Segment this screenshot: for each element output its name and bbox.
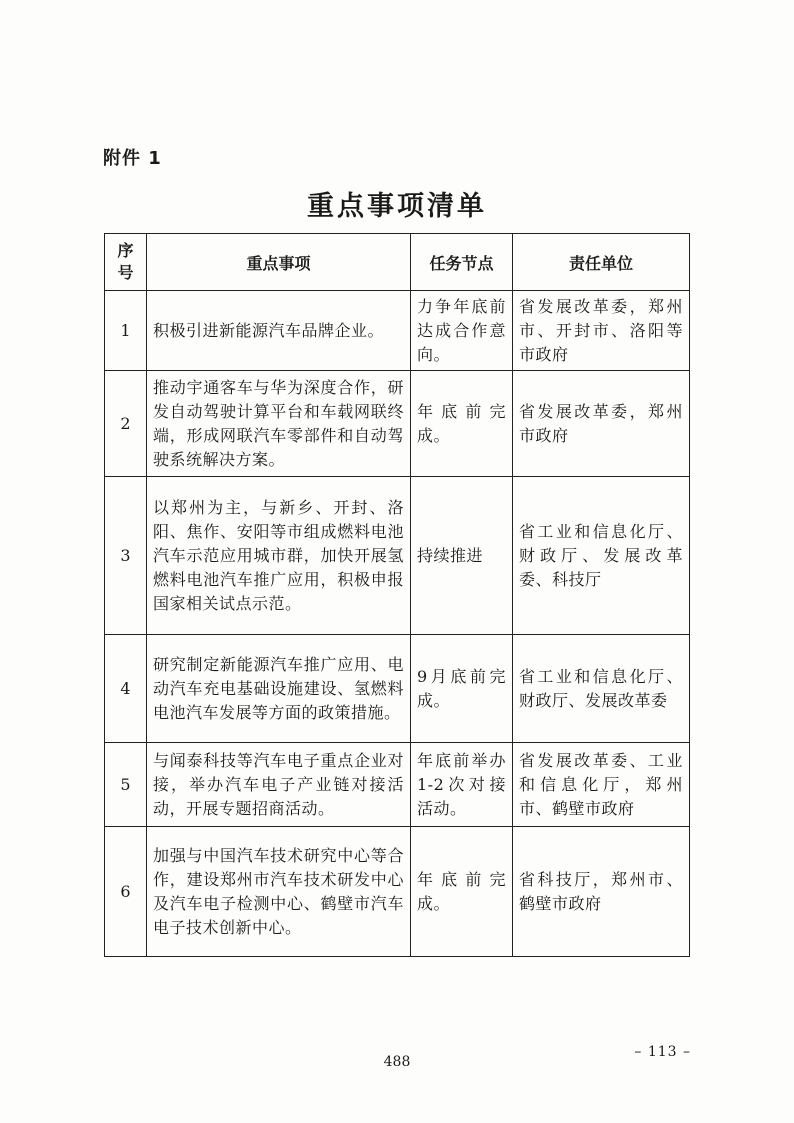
row-unit: 省科技厅，郑州市、鹤壁市政府 xyxy=(513,827,690,957)
header-seq-label: 序号 xyxy=(117,241,134,282)
header-node: 任务节点 xyxy=(411,234,513,291)
row-seq: 2 xyxy=(105,371,147,477)
row-item: 加强与中国汽车技术研究中心等合作，建设郑州市汽车技术研发中心及汽车电子检测中心、鹤壁市汽车电子技术创新中心。 xyxy=(147,827,411,957)
row-seq: 5 xyxy=(105,743,147,827)
attachment-label: 附件 1 xyxy=(103,148,162,169)
page-number-right: – 113 – xyxy=(634,1044,691,1060)
row-item: 积极引进新能源汽车品牌企业。 xyxy=(147,291,411,371)
row-seq: 4 xyxy=(105,635,147,743)
page-number-center: 488 xyxy=(383,1054,411,1070)
row-node: 年底前完成。 xyxy=(411,827,513,957)
header-seq xyxy=(105,234,147,291)
table-header-row xyxy=(105,234,690,291)
row-node: 9月底前完成。 xyxy=(411,635,513,743)
row-unit: 省工业和信息化厅、财政厅、发展改革委 xyxy=(513,635,690,743)
row-seq: 6 xyxy=(105,827,147,957)
key-items-table xyxy=(104,233,690,957)
table-row xyxy=(105,635,690,743)
row-seq: 1 xyxy=(105,291,147,371)
row-unit: 省发展改革委、工业和信息化厅，郑州市、鹤壁市政府 xyxy=(513,743,690,827)
header-item: 重点事项 xyxy=(147,234,411,291)
document-title: 重点事项清单 xyxy=(307,191,487,222)
row-node: 年底前举办1-2次对接活动。 xyxy=(411,743,513,827)
row-item: 推动宇通客车与华为深度合作，研发自动驾驶计算平台和车载网联终端，形成网联汽车零部件和自动驾驶系统解决方案。 xyxy=(147,371,411,477)
table-row xyxy=(105,743,690,827)
table-row xyxy=(105,827,690,957)
row-unit: 省工业和信息化厅、财政厅、发展改革委、科技厅 xyxy=(513,477,690,635)
table-row xyxy=(105,477,690,635)
row-seq: 3 xyxy=(105,477,147,635)
table-row xyxy=(105,371,690,477)
row-unit: 省发展改革委，郑州市政府 xyxy=(513,371,690,477)
row-node: 力争年底前达成合作意向。 xyxy=(411,291,513,371)
table-row xyxy=(105,291,690,371)
row-item: 与闻泰科技等汽车电子重点企业对接，举办汽车电子产业链对接活动，开展专题招商活动。 xyxy=(147,743,411,827)
row-item: 研究制定新能源汽车推广应用、电动汽车充电基础设施建设、氢燃料电池汽车发展等方面的政策措施。 xyxy=(147,635,411,743)
row-item: 以郑州为主，与新乡、开封、洛阳、焦作、安阳等市组成燃料电池汽车示范应用城市群，加快开展氢燃料电池汽车推广应用，积极申报国家相关试点示范。 xyxy=(147,477,411,635)
header-unit: 责任单位 xyxy=(513,234,690,291)
row-unit: 省发展改革委，郑州市、开封市、洛阳等市政府 xyxy=(513,291,690,371)
row-node: 持续推进 xyxy=(411,477,513,635)
row-node: 年底前完成。 xyxy=(411,371,513,477)
